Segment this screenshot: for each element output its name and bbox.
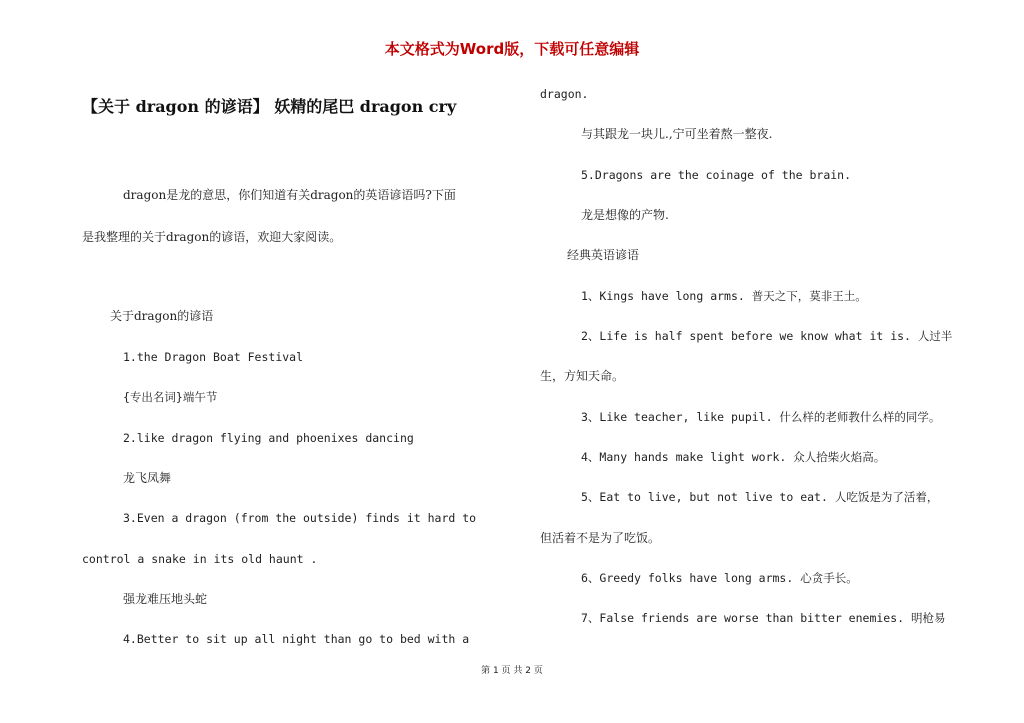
classic-proverb-5-line-1: 5、Eat to live, but not live to eat. 人吃饭是为了活着， <box>581 490 939 504</box>
proverb-3-chinese: 强龙难压地头蛇 <box>123 592 208 606</box>
intro-line-2: 是我整理的关于dragon的谚语，欢迎大家阅读。 <box>82 230 342 244</box>
page-title: 【关于 dragon 的谚语】 妖精的尾巴 dragon cry <box>82 97 457 116</box>
classic-proverb-7: 7、False friends are worse than bitter enemies. 明枪易 <box>581 611 946 625</box>
proverb-4-chinese: 与其跟龙一块儿.,宁可坐着熬一整夜. <box>581 127 773 141</box>
intro-line-1: dragon是龙的意思，你们知道有关dragon的英语谚语吗?下面 <box>123 188 456 202</box>
classic-proverbs-heading: 经典英语谚语 <box>567 248 640 262</box>
proverb-4-english-line-2: dragon. <box>540 87 589 101</box>
classic-proverb-5-line-2: 但活着不是为了吃饭。 <box>540 531 661 545</box>
proverb-2-english: 2.like dragon flying and phoenixes dancing <box>123 431 414 445</box>
proverb-5-chinese: 龙是想像的产物. <box>581 208 669 222</box>
classic-proverb-2-line-2: 生，方知天命。 <box>540 369 625 383</box>
proverb-1-chinese: {专出名词}端午节 <box>123 390 218 404</box>
proverb-1-english: 1.the Dragon Boat Festival <box>123 350 304 364</box>
proverb-3-english-line-2: control a snake in its old haunt . <box>82 552 318 566</box>
section-heading: 关于dragon的谚语 <box>110 309 214 323</box>
classic-proverb-2-line-1: 2、Life is half spent before we know what it is. 人过半 <box>581 329 953 343</box>
proverb-5-english: 5.Dragons are the coinage of the brain. <box>581 168 852 182</box>
proverb-4-english-line-1: 4.Better to sit up all night than go to bed with a <box>123 632 470 646</box>
classic-proverb-4: 4、Many hands make light work. 众人拾柴火焰高。 <box>581 450 886 464</box>
page-number-footer: 第 1 页 共 2 页 <box>481 666 543 676</box>
proverb-3-english-line-1: 3.Even a dragon (from the outside) finds it hard to <box>123 511 477 525</box>
proverb-2-chinese: 龙飞凤舞 <box>123 471 172 485</box>
classic-proverb-1: 1、Kings have long arms. 普天之下，莫非王土。 <box>581 289 867 303</box>
classic-proverb-3: 3、Like teacher, like pupil. 什么样的老师教什么样的同学。 <box>581 410 941 424</box>
word-format-banner: 本文格式为Word版，下载可任意编辑 <box>384 40 640 58</box>
classic-proverb-6: 6、Greedy folks have long arms. 心贪手长。 <box>581 571 858 585</box>
